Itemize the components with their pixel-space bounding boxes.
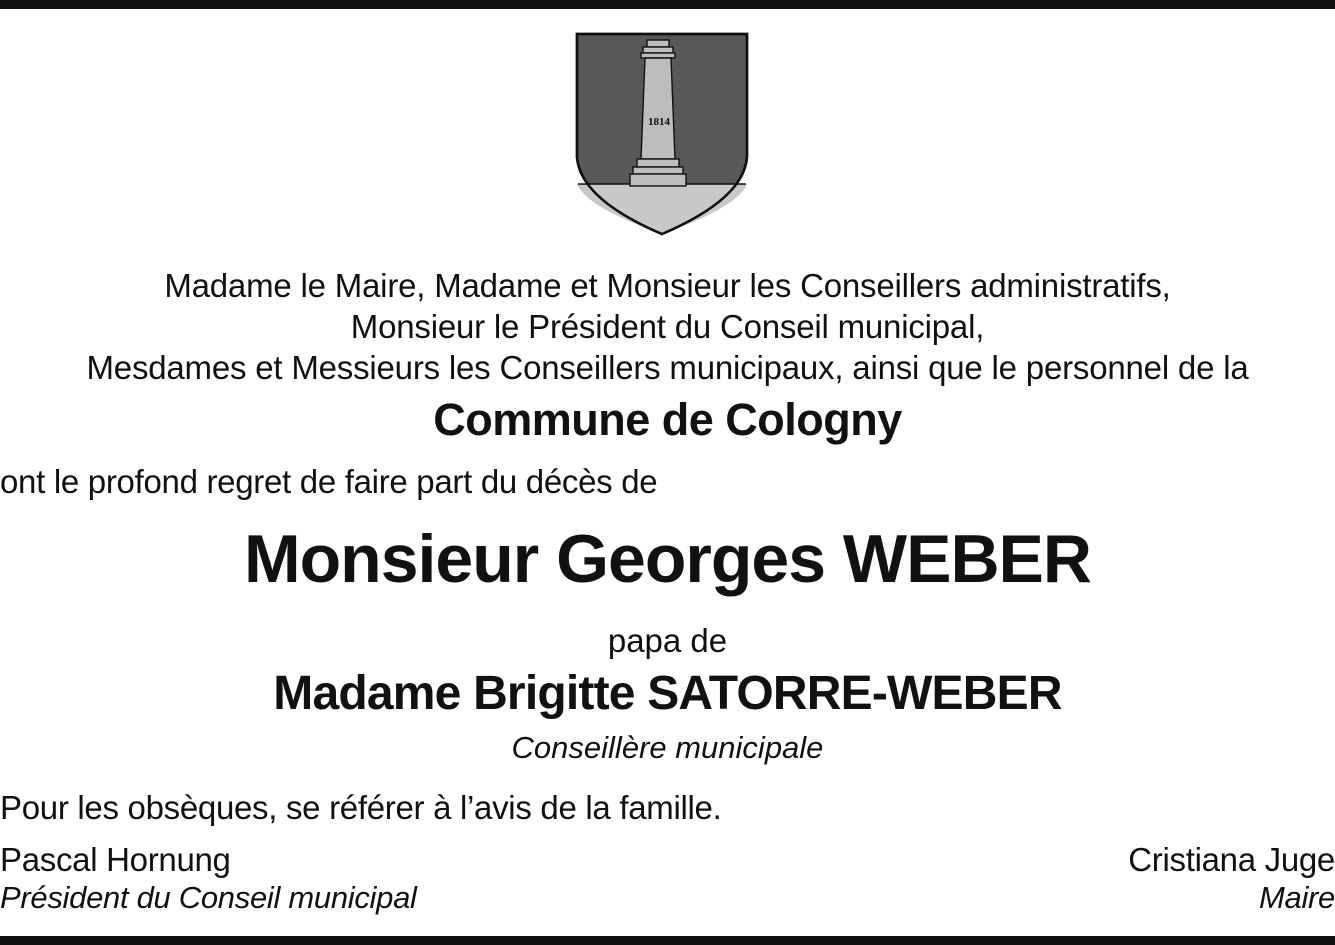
left-signatory-name: Pascal Hornung xyxy=(0,841,231,878)
header-line-1: Madame le Maire, Madame et Monsieur les Conseillers administratifs, xyxy=(164,267,1171,304)
relative-role: Conseillère municipale xyxy=(511,730,824,765)
relation-text: papa de xyxy=(607,622,728,659)
crest-year: 1814 xyxy=(648,116,670,128)
coat-of-arms xyxy=(574,31,750,237)
header-line-3: Mesdames et Messieurs les Conseillers municipaux, ainsi que le personnel de la xyxy=(86,349,1249,386)
bottom-rule xyxy=(0,936,1335,945)
top-rule xyxy=(0,0,1335,9)
right-signatory-name: Cristiana Juge xyxy=(1128,841,1335,878)
deceased-name: Monsieur Georges WEBER xyxy=(243,521,1092,597)
left-signatory-title: Président du Conseil municipal xyxy=(0,880,417,915)
funeral-note: Pour les obsèques, se référer à l’avis de la famille. xyxy=(0,789,722,826)
relative-name: Madame Brigitte SATORRE-WEBER xyxy=(273,667,1062,720)
right-signatory-title: Maire xyxy=(1258,880,1335,915)
header-line-2: Monsieur le Président du Conseil municipal, xyxy=(350,308,985,345)
announcement-text: ont le profond regret de faire part du décès de xyxy=(0,463,658,500)
commune-name: Commune de Cologny xyxy=(433,394,902,445)
